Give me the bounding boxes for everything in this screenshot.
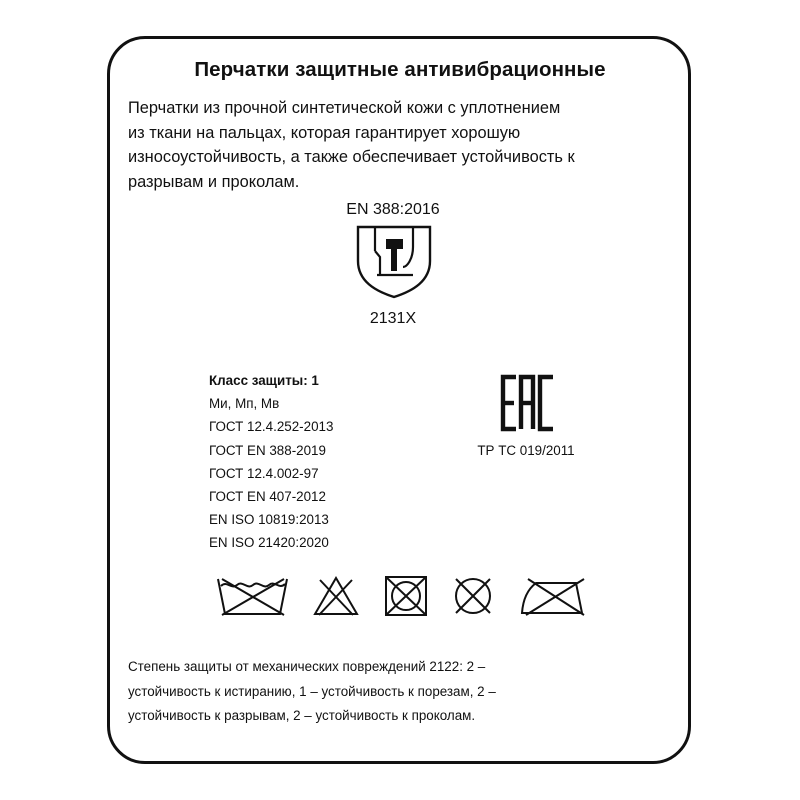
do-not-tumble-dry-icon	[384, 575, 428, 617]
standard-item: EN ISO 21420:2020	[209, 535, 329, 551]
do-not-bleach-icon	[313, 575, 359, 617]
standard-item: Ми, Мп, Мв	[209, 396, 280, 412]
page-title: Перчатки защитные антивибрационные	[194, 58, 606, 81]
standard-rating: 2131X	[369, 310, 417, 327]
standard-code: EN 388:2016	[346, 201, 440, 218]
description-line: из ткани на пальцах, которая гарантирует хорошую	[128, 123, 521, 142]
standard-item: ГОСТ EN 407-2012	[209, 489, 326, 505]
footer-line: устойчивость к разрывам, 2 – устойчивость к проколам.	[128, 708, 476, 723]
mechanical-hazard-shield-icon	[355, 225, 433, 299]
standard-item: ГОСТ EN 388-2019	[209, 442, 326, 458]
description-line: разрывам и проколам.	[128, 172, 300, 191]
protection-class: Класс защиты: 1	[209, 373, 319, 388]
do-not-wash-icon	[214, 575, 292, 617]
footer-line: устойчивость к истиранию, 1 – устойчивость к порезам, 2 –	[128, 683, 496, 699]
description-line: Перчатки из прочной синтетической кожи с уплотнением	[128, 99, 561, 117]
footer-line: Степень защиты от механических повреждений 2122: 2 –	[128, 659, 486, 674]
standard-item: ГОСТ 12.4.252-2013	[209, 419, 334, 435]
do-not-dry-clean-icon	[451, 575, 495, 617]
protection-standards-list	[209, 369, 333, 555]
eac-regulation: ТР ТС 019/2011	[477, 443, 575, 458]
eac-certification-logo	[500, 374, 556, 432]
description-line: износоустойчивость, а также обеспечивает устойчивость к	[128, 148, 575, 166]
standard-item: EN ISO 10819:2013	[209, 512, 329, 528]
mechanical-protection-footer	[128, 655, 496, 729]
standard-item: ГОСТ 12.4.002-97	[209, 465, 319, 481]
product-description	[128, 96, 688, 194]
do-not-iron-icon	[518, 575, 588, 617]
